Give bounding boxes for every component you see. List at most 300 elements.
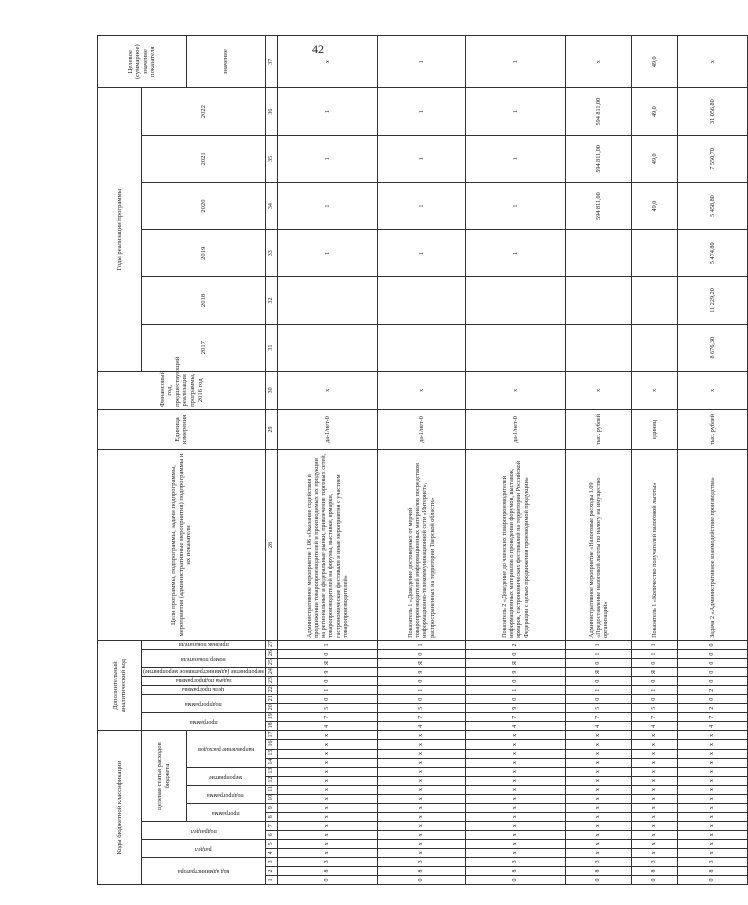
code-digit-cell: 8 — [677, 866, 747, 875]
code-digit-cell: 2 — [677, 686, 747, 695]
code-digit-cell: 0 — [677, 668, 747, 677]
year-value-2019 — [565, 230, 631, 277]
code-digit-cell: 2 — [677, 704, 747, 713]
year-value-2019: 1 — [465, 230, 565, 277]
code-digit-cell: x — [631, 821, 677, 830]
code-digit-cell: 0 — [631, 659, 677, 668]
table-body — [277, 36, 747, 885]
col-number: 18 — [265, 722, 277, 731]
code-digit-cell: 7 — [677, 713, 747, 722]
code-digit-cell: x — [565, 776, 631, 785]
unit-cell: да-1/нет-0 — [277, 409, 377, 449]
col-number: 32 — [265, 277, 277, 324]
code-digit-cell: x — [377, 830, 465, 839]
code-digit-cell: Я — [465, 659, 565, 668]
code-digit-cell: 1 — [565, 650, 631, 659]
code-digit-cell: x — [677, 785, 747, 794]
code-digit-cell: 1 — [565, 686, 631, 695]
code-digit-cell: x — [631, 830, 677, 839]
code-digit-cell: 4 — [677, 722, 747, 731]
year-value-2021: 49,0 — [631, 135, 677, 182]
code-digit-cell: x — [677, 803, 747, 812]
subsection-header: подраздел — [142, 821, 266, 839]
table-row — [631, 36, 677, 885]
col-number: 11 — [265, 785, 277, 794]
code-digit-cell: 7 — [465, 713, 565, 722]
code-digit-cell: 1 — [631, 650, 677, 659]
code-digit-cell: 0 — [677, 640, 747, 649]
year-value-2022: 1 — [377, 88, 465, 135]
code-digit-cell: 1 — [565, 640, 631, 649]
code-digit-cell: x — [465, 785, 565, 794]
code-digit-cell: 1 — [277, 640, 377, 649]
code-digit-cell: 4 — [565, 722, 631, 731]
code-digit-cell: 0 — [277, 875, 377, 884]
code-digit-cell: x — [565, 848, 631, 857]
table-row — [277, 36, 377, 885]
code-digit-cell: 0 — [465, 695, 565, 704]
code-digit-cell: 3 — [631, 857, 677, 866]
code-digit-cell: 0 — [677, 695, 747, 704]
year-value-2020: 1 — [465, 182, 565, 229]
code-digit-cell: 4 — [631, 722, 677, 731]
unit-cell: единиц — [631, 409, 677, 449]
code-digit-cell: 1 — [377, 686, 465, 695]
code-digit-cell: x — [377, 767, 465, 776]
code-digit-cell: x — [565, 839, 631, 848]
goals-header: Цели программы, подпрограммы, задачи подпрограммы, мероприятия (административные мероприятия) подпрограммы и их показатели — [98, 450, 266, 641]
col-number: 8 — [265, 812, 277, 821]
code-digit-cell: 5 — [631, 704, 677, 713]
event-header: мероприятие — [186, 767, 265, 785]
code-digit-cell: x — [277, 812, 377, 821]
code-digit-cell: 0 — [631, 677, 677, 686]
code-digit-cell: Я — [377, 659, 465, 668]
col-number: 1 — [265, 875, 277, 884]
item-name-cell: Административное мероприятие «Налоговые расходы 1.09 «Предоставление налоговой льготы по налогу на имущество организаций» — [565, 450, 631, 641]
code-digit-cell: 0 — [565, 695, 631, 704]
code-digit-cell: x — [277, 830, 377, 839]
year-value-2018 — [465, 277, 565, 324]
year-value-2022: 31 056,80 — [677, 88, 747, 135]
code-digit-cell: 0 — [277, 650, 377, 659]
code-digit-cell: x — [377, 758, 465, 767]
code-digit-cell: x — [465, 758, 565, 767]
program-code-header: программа — [142, 713, 266, 731]
year-value-2020: 1 — [377, 182, 465, 229]
year-value-2021: 1 — [277, 135, 377, 182]
year-value-2019: 1 — [277, 230, 377, 277]
year-value-2022: 1 — [277, 88, 377, 135]
code-digit-cell: x — [377, 821, 465, 830]
code-digit-cell: 0 — [677, 875, 747, 884]
code-digit-cell: x — [565, 767, 631, 776]
code-digit-cell: 0 — [677, 650, 747, 659]
code-digit-cell: x — [377, 740, 465, 749]
code-digit-cell: 3 — [465, 857, 565, 866]
code-digit-cell: 7 — [377, 713, 465, 722]
target-header: Целевое (суммарное) значение показателя — [98, 36, 187, 89]
code-digit-cell: 1 — [631, 640, 677, 649]
code-digit-cell: 9 — [465, 704, 565, 713]
year-value-2018 — [277, 277, 377, 324]
code-digit-cell: x — [465, 803, 565, 812]
code-digit-cell: x — [677, 812, 747, 821]
col-number: 26 — [265, 650, 277, 659]
table-row — [377, 36, 465, 885]
code-digit-cell: 9 — [377, 668, 465, 677]
code-digit-cell: x — [465, 776, 565, 785]
code-digit-cell: x — [565, 812, 631, 821]
code-digit-cell: 1 — [465, 686, 565, 695]
code-digit-cell: x — [631, 785, 677, 794]
code-digit-cell: 0 — [377, 650, 465, 659]
year-value-2018 — [377, 277, 465, 324]
code-digit-cell: x — [277, 767, 377, 776]
year-value-2019 — [631, 230, 677, 277]
col-number: 14 — [265, 758, 277, 767]
year-2022-header: 2022 — [142, 88, 266, 135]
code-digit-cell: 0 — [631, 695, 677, 704]
year-2017-header: 2017 — [142, 324, 266, 371]
code-digit-cell: x — [677, 740, 747, 749]
col-number: 37 — [265, 36, 277, 89]
col-number: 27 — [265, 640, 277, 649]
code-digit-cell: 1 — [631, 686, 677, 695]
code-digit-cell: x — [465, 767, 565, 776]
year-value-2020: 1 — [277, 182, 377, 229]
code-digit-cell: 7 — [631, 713, 677, 722]
goal-code-header: цель программы — [142, 686, 266, 695]
year-value-2022: 1 — [465, 88, 565, 135]
section-header: раздел — [142, 839, 266, 857]
year-value-2017 — [631, 324, 677, 371]
code-digit-cell: x — [277, 758, 377, 767]
code-digit-cell: 0 — [377, 695, 465, 704]
budget-codes-header: Коды бюджетной классификации — [98, 731, 142, 885]
code-digit-cell: x — [277, 839, 377, 848]
code-digit-cell: x — [465, 740, 565, 749]
col-number: 13 — [265, 767, 277, 776]
code-digit-cell: 9 — [465, 668, 565, 677]
expense-direction-header: направление расходов — [186, 731, 265, 767]
col-number: 17 — [265, 731, 277, 740]
year-2021-header: 2021 — [142, 135, 266, 182]
code-digit-cell: x — [565, 803, 631, 812]
code-digit-cell: 1 — [377, 640, 465, 649]
table-row — [465, 36, 565, 885]
code-digit-cell: x — [631, 731, 677, 740]
col-number: 30 — [265, 371, 277, 409]
code-digit-cell: x — [677, 821, 747, 830]
program-header: программа — [186, 803, 265, 821]
target-value-cell: 1 — [377, 36, 465, 89]
code-digit-cell: x — [465, 731, 565, 740]
code-digit-cell: x — [277, 776, 377, 785]
unit-header: Единица измерения — [98, 409, 266, 449]
code-digit-cell: 9 — [277, 668, 377, 677]
col-number: 28 — [265, 450, 277, 641]
code-digit-cell: x — [631, 839, 677, 848]
col-number: 36 — [265, 88, 277, 135]
year-value-2017 — [465, 324, 565, 371]
code-digit-cell: x — [677, 848, 747, 857]
code-digit-cell: 3 — [377, 857, 465, 866]
code-digit-cell: x — [631, 803, 677, 812]
target-value-cell: 49,0 — [631, 36, 677, 89]
code-digit-cell: x — [277, 740, 377, 749]
table-row — [565, 36, 631, 885]
code-digit-cell: x — [277, 731, 377, 740]
col-number: 35 — [265, 135, 277, 182]
program-indicators-table — [97, 35, 748, 885]
unit-cell: тыс. рублей — [565, 409, 631, 449]
header-row-1 — [98, 36, 142, 885]
code-digit-cell: x — [631, 740, 677, 749]
indicator-code-header: номер показателя — [142, 650, 266, 668]
code-digit-cell: x — [465, 794, 565, 803]
code-digit-cell: 5 — [565, 704, 631, 713]
year-value-2017 — [277, 324, 377, 371]
year-value-2020: 594 811,00 — [565, 182, 631, 229]
code-digit-cell: x — [465, 830, 565, 839]
code-digit-cell: x — [465, 749, 565, 758]
col-number: 24 — [265, 668, 277, 677]
code-digit-cell: x — [677, 731, 747, 740]
col-number: 23 — [265, 677, 277, 686]
code-digit-cell: 2 — [465, 640, 565, 649]
code-digit-cell: Я — [277, 659, 377, 668]
target-value-cell: x — [677, 36, 747, 89]
code-digit-cell: x — [565, 821, 631, 830]
target-value-cell: x — [277, 36, 377, 89]
code-digit-cell: 0 — [565, 875, 631, 884]
year-2018-header: 2018 — [142, 277, 266, 324]
year-value-2017: 8 676,30 — [677, 324, 747, 371]
code-digit-cell: 0 — [565, 659, 631, 668]
code-digit-cell: x — [631, 767, 677, 776]
code-digit-cell: x — [565, 794, 631, 803]
code-digit-cell: x — [377, 812, 465, 821]
col-number: 12 — [265, 776, 277, 785]
code-digit-cell: 0 — [677, 659, 747, 668]
target-value-header: значение — [186, 36, 265, 89]
col-number: 15 — [265, 749, 277, 758]
column-number-row — [265, 36, 277, 885]
target-value-cell: x — [565, 36, 631, 89]
code-digit-cell: x — [631, 749, 677, 758]
code-digit-cell: x — [465, 812, 565, 821]
code-digit-cell: x — [631, 848, 677, 857]
code-digit-cell: x — [377, 848, 465, 857]
col-number: 7 — [265, 821, 277, 830]
year-value-2020: 5 458,80 — [677, 182, 747, 229]
page-number: 42 — [312, 42, 324, 56]
year-value-2021: 7 550,70 — [677, 135, 747, 182]
code-digit-cell: x — [565, 740, 631, 749]
item-name-cell: Административное мероприятие 1.06 «Оказание содействия в продвижении товаропроизводителей и производимых их продукции на региональные и федеральные рынки, привлечение торговых сетей, товаропроизводителей на форумы, выставки, ярмарки, гастрономические фестивали и иные мероприятия с участием товаропроизводителей» — [277, 450, 377, 641]
code-digit-cell: x — [565, 785, 631, 794]
col-number: 16 — [265, 740, 277, 749]
code-digit-cell: 0 — [377, 677, 465, 686]
event-code-header: мероприятие (административное мероприятие) — [142, 668, 266, 677]
code-digit-cell: x — [377, 794, 465, 803]
base-year-cell: x — [677, 371, 747, 409]
code-digit-cell: x — [465, 848, 565, 857]
code-digit-cell: x — [631, 776, 677, 785]
code-digit-cell: x — [277, 803, 377, 812]
col-number: 33 — [265, 230, 277, 277]
code-digit-cell: x — [277, 848, 377, 857]
code-digit-cell: 3 — [677, 857, 747, 866]
code-digit-cell: 1 — [277, 686, 377, 695]
year-value-2018: 11 229,20 — [677, 277, 747, 324]
subprogram-code-header: подпрограмма — [142, 695, 266, 713]
code-digit-cell: 0 — [465, 875, 565, 884]
code-digit-cell: x — [631, 758, 677, 767]
code-digit-cell: 8 — [377, 866, 465, 875]
code-digit-cell: x — [277, 749, 377, 758]
year-value-2019: 5 474,80 — [677, 230, 747, 277]
col-number: 22 — [265, 686, 277, 695]
col-number: 9 — [265, 803, 277, 812]
base-year-cell: x — [565, 371, 631, 409]
col-number: 25 — [265, 659, 277, 668]
code-digit-cell: 5 — [377, 704, 465, 713]
year-value-2018 — [631, 277, 677, 324]
year-value-2017 — [565, 324, 631, 371]
year-value-2022: 49,0 — [631, 88, 677, 135]
code-digit-cell: x — [677, 794, 747, 803]
item-name-cell: Задача 2 «Административное взаимодействие производства» — [677, 450, 747, 641]
code-digit-cell: x — [565, 749, 631, 758]
code-digit-cell: x — [377, 785, 465, 794]
code-digit-cell: 0 — [277, 677, 377, 686]
col-number: 19 — [265, 713, 277, 722]
code-digit-cell: 8 — [565, 866, 631, 875]
item-name-cell: Показатель 2 «Доведение до членских товаропроизводителей информационных материалов о проведении форумов, выставок, ярмарок, гастрономических фестивалей на территории Российской Федерации с целью продвижения производимой продукции» — [465, 450, 565, 641]
code-digit-cell: x — [631, 794, 677, 803]
code-digit-cell: 8 — [277, 866, 377, 875]
year-value-2021: 1 — [377, 135, 465, 182]
base-year-cell: x — [377, 371, 465, 409]
unit-cell: тыс. рублей — [677, 409, 747, 449]
code-digit-cell: x — [677, 839, 747, 848]
year-value-2019: 1 — [377, 230, 465, 277]
code-digit-cell: x — [277, 794, 377, 803]
base-year-header: Финансовый год, предшествующий реализации программы, 2016 год — [98, 371, 266, 409]
item-name-cell: Показатель 1 «Количество получателей налоговой льготы» — [631, 450, 677, 641]
code-digit-cell: x — [377, 776, 465, 785]
code-digit-cell: 0 — [465, 650, 565, 659]
year-value-2018 — [565, 277, 631, 324]
col-number: 6 — [265, 830, 277, 839]
col-number: 31 — [265, 324, 277, 371]
year-value-2020: 49,0 — [631, 182, 677, 229]
year-value-2021: 594 811,00 — [565, 135, 631, 182]
year-value-2017 — [377, 324, 465, 371]
item-name-cell: Показатель 1 «Доведение достоверных от мерчей товаропроизводителей информационных материалов посредством информационно-телекоммуникационной сети «Интернет», распространенных на территории Тверской области» — [377, 450, 465, 641]
year-value-2021: 1 — [465, 135, 565, 182]
code-digit-cell: x — [377, 839, 465, 848]
code-digit-cell: x — [677, 767, 747, 776]
code-digit-cell: 8 — [465, 866, 565, 875]
code-digit-cell: x — [565, 830, 631, 839]
code-digit-cell: x — [377, 731, 465, 740]
code-digit-cell: x — [465, 839, 565, 848]
col-number: 5 — [265, 839, 277, 848]
rotated-table-wrapper — [97, 35, 716, 885]
base-year-cell: x — [277, 371, 377, 409]
code-digit-cell: 3 — [565, 857, 631, 866]
code-digit-cell: 4 — [465, 722, 565, 731]
unit-cell: да-1/нет-0 — [465, 409, 565, 449]
code-digit-cell: 4 — [377, 722, 465, 731]
code-digit-cell: x — [277, 821, 377, 830]
code-digit-cell: 5 — [277, 704, 377, 713]
code-digit-cell: 7 — [565, 713, 631, 722]
code-digit-cell: 7 — [277, 713, 377, 722]
code-digit-cell: x — [677, 776, 747, 785]
code-digit-cell: 0 — [631, 875, 677, 884]
years-header: Годы реализации программы — [98, 88, 142, 371]
code-digit-cell: 0 — [565, 677, 631, 686]
subprogram-header: подпрограмма — [186, 785, 265, 803]
task-code-header: задача подпрограммы — [142, 677, 266, 686]
analytic-code-header: Дополнительный аналитический код — [98, 640, 142, 730]
indicator-type-header: признак показателя — [142, 640, 266, 649]
code-digit-cell: 8 — [631, 866, 677, 875]
col-number: 4 — [265, 848, 277, 857]
col-number: 10 — [265, 794, 277, 803]
col-number: 20 — [265, 704, 277, 713]
col-number: 21 — [265, 695, 277, 704]
target-article-header: целевая статья расходов бюджета — [142, 731, 187, 821]
code-digit-cell: 0 — [277, 695, 377, 704]
code-digit-cell: x — [465, 821, 565, 830]
code-digit-cell: 0 — [465, 677, 565, 686]
base-year-cell: x — [465, 371, 565, 409]
col-number: 3 — [265, 857, 277, 866]
code-digit-cell: Я — [631, 668, 677, 677]
code-digit-cell: 3 — [277, 857, 377, 866]
code-digit-cell: x — [565, 758, 631, 767]
col-number: 34 — [265, 182, 277, 229]
code-digit-cell: Я — [565, 668, 631, 677]
col-number: 29 — [265, 409, 277, 449]
code-digit-cell: 0 — [377, 875, 465, 884]
unit-cell: да-1/нет-0 — [377, 409, 465, 449]
code-digit-cell: x — [677, 830, 747, 839]
code-digit-cell: x — [565, 731, 631, 740]
year-value-2022: 594 811,00 — [565, 88, 631, 135]
code-digit-cell: x — [677, 749, 747, 758]
code-digit-cell: 0 — [677, 677, 747, 686]
code-digit-cell: x — [677, 758, 747, 767]
code-digit-cell: x — [377, 803, 465, 812]
code-digit-cell: 4 — [277, 722, 377, 731]
year-2020-header: 2020 — [142, 182, 266, 229]
base-year-cell: x — [631, 371, 677, 409]
year-2019-header: 2019 — [142, 230, 266, 277]
target-value-cell: 1 — [465, 36, 565, 89]
table-row — [677, 36, 747, 885]
code-digit-cell: x — [631, 812, 677, 821]
code-digit-cell: x — [277, 785, 377, 794]
col-number: 2 — [265, 866, 277, 875]
admin-code-header: код администратора — [142, 857, 266, 884]
code-digit-cell: x — [377, 749, 465, 758]
